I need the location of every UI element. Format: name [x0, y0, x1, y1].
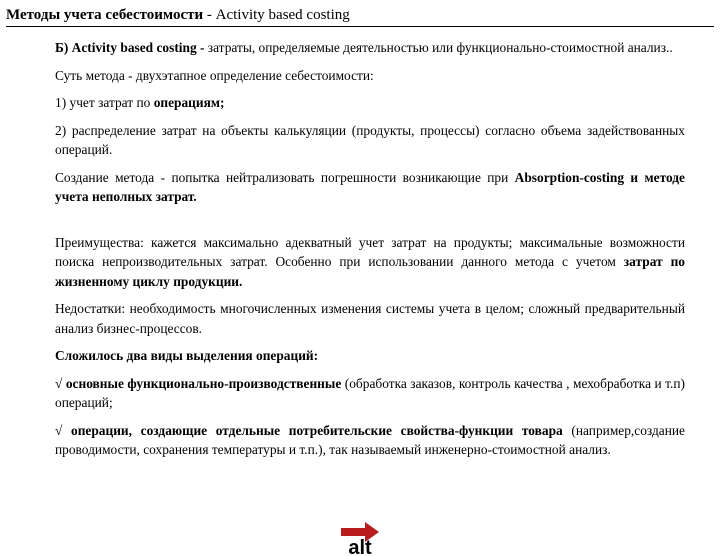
alt-logo	[335, 522, 385, 556]
paragraph-operation-types-heading: Сложилось два виды выделения операций:	[55, 348, 319, 363]
paragraph-advantages: Преимущества: кажется максимально адекватный учет затрат на продукты; максимальные возможности поиска непроизводительных затрат. Особенно при использовании данного метода с учетом затрат по жизненному циклу продукции.	[55, 234, 685, 289]
slide-content	[55, 38, 685, 468]
paragraph-creation: Создание метода - попытка нейтрализовать погрешности возникающие при Absorption-costing и методе учета неполных затрат.	[55, 169, 685, 204]
paragraph-disadvantages: Недостатки: необходимость многочисленных изменения системы учета в целом; сложный предварительный анализ бизнес-процессов.	[55, 301, 685, 336]
paragraph-essence: Суть метода - двухэтапное определение себестоимости:	[55, 67, 374, 83]
logo-text: alt	[348, 537, 372, 556]
paragraph-step-1: 1) учет затрат по операциям;	[55, 95, 225, 110]
slide-title-bold: Методы учета себестоимости	[6, 7, 204, 23]
paragraph-step-2: 2) распределение затрат на объекты калькуляции (продукты, процессы) согласно объема задействованных операций.	[55, 122, 685, 157]
paragraph-definition: Б) Activity based costing - затраты, определяемые деятельностью или функционально-стоимостной анализ..	[55, 40, 673, 55]
slide-title-rest: - Activity based costing	[203, 7, 350, 23]
slide-title	[6, 4, 714, 27]
paragraph-operation-type-2: √ операции, создающие отдельные потребительские свойства-функции товара (например,создание проводимости, сохранения температуры и т.п.), так называемый инженерно-стоимостной анализ.	[55, 422, 685, 457]
paragraph-operation-type-1: √ основные функционально-производственные (обработка заказов, контроль качества , мехобработка и т.п) операций;	[55, 375, 685, 410]
